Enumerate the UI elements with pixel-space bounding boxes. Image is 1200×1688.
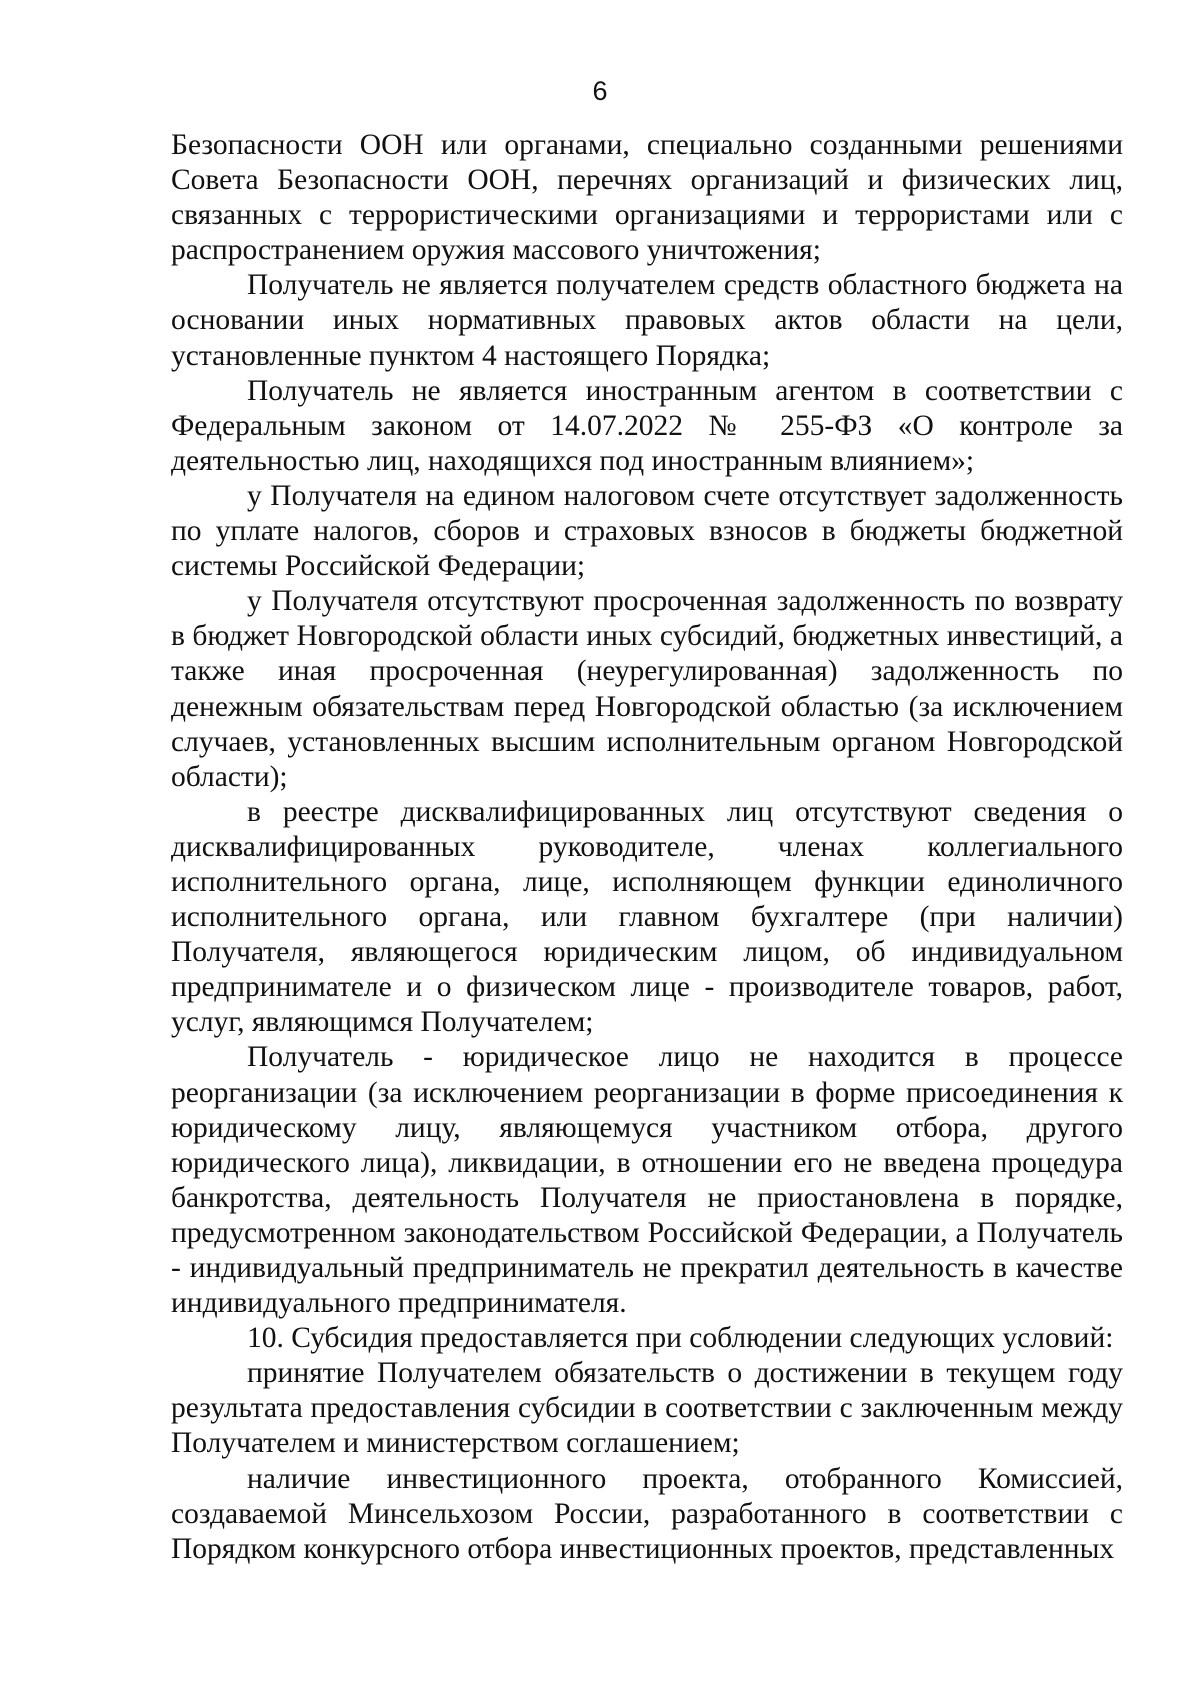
paragraph: Получатель не является получателем средств областного бюджета на основании иных нормативных правовых актов области на цели, установленные пунктом 4 настоящего Порядка;	[171, 269, 1123, 372]
page-number: 6	[592, 76, 608, 106]
section-heading-paragraph: 10. Субсидия предоставляется при соблюдении следующих условий:	[247, 1322, 1114, 1355]
paragraph: Получатель - юридическое лицо не находится в процессе реорганизации (за исключением реорганизации в форме присоединения к юридическому лицу, являющемуся участником отбора, другого юридического лица), ликвидации, в отношении его не введена процедура банкротства, деятельность Получателя не приостановлена в порядке, предусмотренном законодательством Российской Федерации, а Получатель - индивидуальный предприниматель не прекратил деятельность в качестве индивидуального предпринимателя.	[171, 1041, 1123, 1320]
paragraph: у Получателя отсутствуют просроченная задолженность по возврату в бюджет Новгородской области иных субсидий, бюджетных инвестиций, а также иная просроченная (неурегулированная) задолженность по денежным обязательствам перед Новгородской областью (за исключением случаев, установленных высшим исполнительным органом Новгородской области);	[171, 585, 1123, 793]
paragraph: Безопасности ООН или органами, специально созданными решениями Совета Безопасности ООН, перечнях организаций и физических лиц, связанных с террористическими организациями и террористами или с распространением оружия массового уничтожения;	[171, 129, 1123, 267]
paragraph: в реестре дисквалифицированных лиц отсутствуют сведения о дисквалифицированных руководителе, членах коллегиального исполнительного органа, лице, исполняющем функции единоличного исполнительного органа, или главном бухгалтере (при наличии) Получателя, являющегося юридическим лицом, об индивидуальном предпринимателе и о физическом лице - производителе товаров, работ, услуг, являющимся Получателем;	[171, 795, 1123, 1039]
paragraph: Получатель не является иностранным агентом в соответствии с Федеральным законом от 14.07.2022 № 255-ФЗ «О контроле за деятельностью лиц, находящихся под иностранным влиянием»;	[171, 374, 1123, 477]
document-body	[171, 128, 1123, 1567]
paragraph: у Получателя на едином налоговом счете отсутствует задолженность по уплате налогов, сборов и страховых взносов в бюджеты бюджетной системы Российской Федерации;	[171, 479, 1123, 583]
paragraph: наличие инвестиционного проекта, отобранного Комиссией, создаваемой Минсельхозом России, разработанного в соответствии с Порядком конкурсного отбора инвестиционных проектов, представленных	[171, 1462, 1123, 1565]
paragraph: принятие Получателем обязательств о достижении в текущем году результата предоставления субсидии в соответствии с заключенным между Получателем и министерством соглашением;	[171, 1357, 1123, 1460]
